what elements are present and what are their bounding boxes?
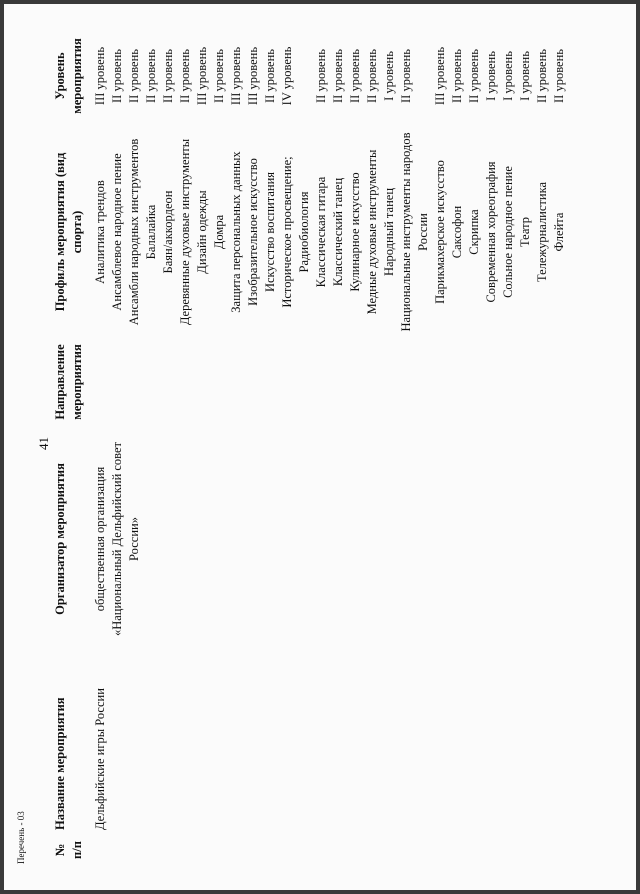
profile-cell: Классический танец	[331, 177, 345, 287]
profile-cell: Сольное народное пение	[501, 166, 515, 298]
rotated-landscape-page	[4, 4, 636, 890]
profile-cell: Флейта	[552, 212, 566, 252]
profile-cell: Защита персональных данных	[229, 151, 243, 313]
level-cell: III уровень	[433, 46, 447, 106]
organizer-cell: общественная организация «Национальный Дельфийский совет России»	[93, 441, 141, 637]
profile-cell: Скрипка	[467, 209, 481, 255]
level-cell: II уровень	[263, 49, 277, 103]
level-cell: II уровень	[399, 49, 413, 103]
level-cell: II уровень	[314, 49, 328, 103]
profile-cell: Медные духовые инструменты	[365, 149, 379, 315]
level-cell: II уровень	[331, 49, 345, 103]
level-cell: III уровень	[195, 46, 209, 106]
level-cell: III уровень	[93, 46, 107, 106]
level-cell: I уровень	[518, 51, 532, 101]
header-name: Название мероприятия	[53, 697, 67, 830]
document-page	[4, 4, 636, 890]
table-body	[92, 24, 568, 866]
level-cell: II уровень	[535, 49, 549, 103]
profile-cell: Театр	[518, 217, 532, 247]
profile-cell: Парикмахерское искусство	[433, 160, 447, 304]
level-cell: IV уровень	[280, 46, 294, 106]
header-level: Уровень мероприятия	[53, 38, 84, 114]
level-cell: II уровень	[178, 49, 192, 103]
profile-cell: Аналитика трендов	[93, 180, 107, 284]
profile-cell: Дизайн одежды	[195, 190, 209, 274]
profile-cell: Национальные инструменты народов России	[399, 132, 430, 332]
profile-cell: Историческое просвещение; Радиобиология	[280, 156, 311, 308]
level-cell: II уровень	[348, 49, 362, 103]
level-cell: II уровень	[110, 49, 124, 103]
level-cell: II уровень	[467, 49, 481, 103]
level-cell: III уровень	[246, 46, 260, 106]
level-cell: I уровень	[382, 51, 396, 101]
page-footer: Перечень - 03	[16, 811, 26, 864]
profile-cell: Балалайка	[144, 204, 158, 260]
level-cell: II уровень	[552, 49, 566, 103]
level-cell: III уровень	[229, 46, 243, 106]
header-profile: Профиль мероприятия (вид спорта)	[53, 152, 84, 312]
direction-cell	[92, 336, 568, 428]
page-number: 41	[36, 437, 51, 450]
level-cell: II уровень	[365, 49, 379, 103]
level-cell: I уровень	[501, 51, 515, 101]
profile-cell: Саксофон	[450, 205, 464, 259]
profile-cell: Современная хореография	[484, 161, 498, 303]
row-number-cell	[92, 834, 568, 866]
profile-cell: Баян/аккордеон	[161, 190, 175, 274]
event-name-cell: Дельфийские игры России	[93, 688, 107, 830]
level-cell: I уровень	[484, 51, 498, 101]
events-table	[52, 24, 568, 866]
profile-cell: Ансамбли народных инструментов	[127, 138, 141, 326]
profile-cell: Домра	[212, 214, 226, 250]
header-num: № п/п	[53, 841, 84, 859]
level-cell: II уровень	[144, 49, 158, 103]
level-cell: II уровень	[127, 49, 141, 103]
profile-cell: Народный танец	[382, 187, 396, 277]
profile-cell: Деревянные духовые инструменты	[178, 138, 192, 326]
level-cell: II уровень	[212, 49, 226, 103]
profile-cell: Классическая гитара	[314, 176, 328, 288]
table-header-row	[52, 24, 92, 866]
profile-cell: Тележурналистика	[535, 181, 549, 283]
profile-cell: Ансамблевое народное пение	[110, 153, 124, 311]
table-row	[92, 24, 109, 866]
profile-cell: Кулинарное искусство	[348, 172, 362, 292]
header-direction: Направление мероприятия	[53, 344, 84, 420]
level-cell: II уровень	[450, 49, 464, 103]
level-cell: II уровень	[161, 49, 175, 103]
profile-cell: Изобразительное искусство	[246, 158, 260, 306]
header-organizer: Организатор мероприятия	[53, 463, 67, 615]
profile-cell: Искусство воспитания	[263, 171, 277, 293]
